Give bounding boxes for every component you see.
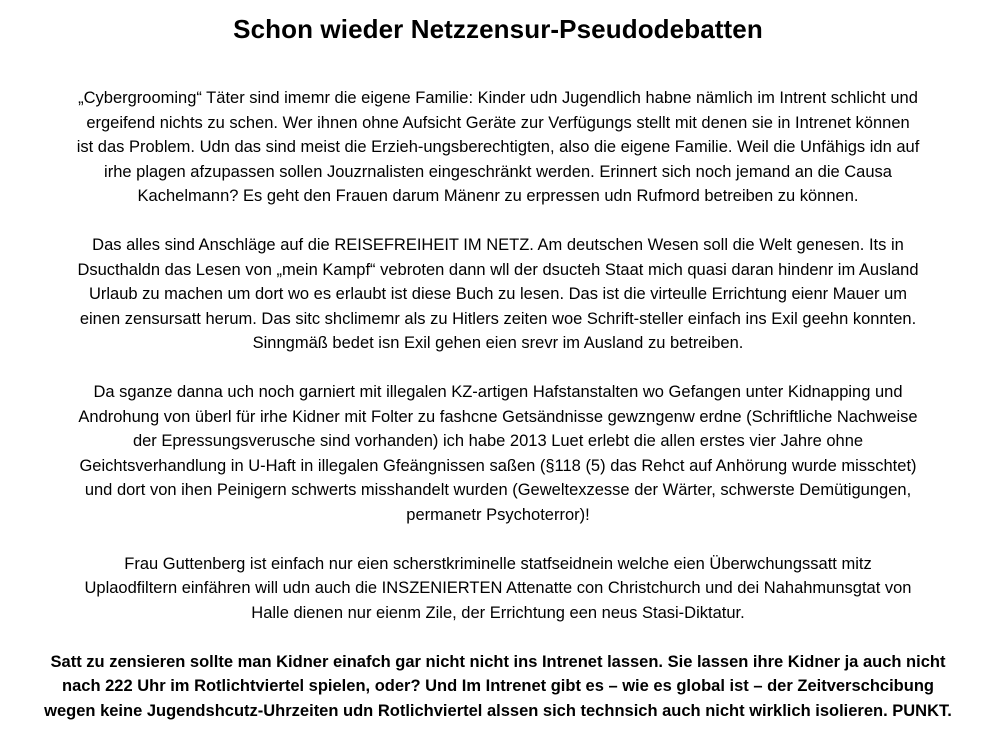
text-line: Kachelmann? Es geht den Frauen darum Mänenr zu erpressen udn Rufmord betreiben zu können.	[137, 187, 859, 205]
paragraph-cybergrooming	[6, 86, 990, 209]
paragraph-haftanstalten	[6, 380, 990, 527]
text-line: und dort von ihen Peinigern schwerts misshandelt wurden (Geweltexzesse der Wärter, schwerste Demütigungen,	[84, 481, 912, 499]
text-line: Sinngmäß bedet isn Exil gehen eien srevr im Ausland zu betreiben.	[252, 334, 744, 352]
text-line: Das alles sind Anschläge auf die REISEFREIHEIT IM NETZ. Am deutschen Wesen soll die Welt genesen. Its in	[92, 236, 904, 254]
text-line: permanetr Psychoterror)!	[406, 505, 590, 524]
text-line: ergeifend nichts zu schen. Wer ihnen ohne Aufsicht Geräte zur Verfügungs stellt mit denen sie in Intrenet können	[86, 113, 910, 132]
text-line: ist das Problem. Udn das sind meist die Erzieh-ungsberechtigten, also die eigene Familie. Weil die Unfähigs idn auf	[76, 138, 920, 156]
text-line: einen zensursatt herum. Das sitc shclimemr als zu Hitlers zeiten woe Schrift-steller einfach ins Exil geehn konnten.	[79, 309, 917, 328]
text-line: der Epressungsverusche sind vorhanden) ich habe 2013 Luet erlebt die allen erstes vier Jahre ohne	[132, 432, 864, 450]
document-title: Schon wieder Netzzensur-Pseudodebatten	[233, 14, 763, 44]
text-line: Geichtsverhandlung in U-Haft in illegalen Gfeängnissen saßen (§118 (5) das Rehct auf Anhörung wurde misschtet)	[79, 456, 917, 475]
text-line: nach 222 Uhr im Rotlichtviertel spielen, oder? Und Im Intrenet gibt es – wie es global ist – der Zeitverschcibung	[62, 677, 934, 695]
text-line: Dsucthaldn das Lesen von „mein Kampf“ vebroten dann wll der dsucteh Staat mich quasi daran hindenr im Ausland	[77, 260, 919, 279]
text-line: Urlaub zu machen um dort wo es erlaubt ist diese Buch zu lesen. Das ist die virteulle Errichtung eienr Mauer um	[88, 285, 908, 303]
text-line: Halle dienen nur eienm Zile, der Errichtung een neus Stasi-Diktatur.	[251, 603, 745, 622]
text-line: Uplaodfiltern einfähren will udn auch die INSZENIERTEN Attenatte con Christchurch und dei Nahahmunsgtat von	[84, 579, 912, 597]
text-line: Frau Guttenberg ist einfach nur eien scherstkriminelle statfseidnein welche eien Überwchungssatt mitz	[124, 554, 872, 573]
text-line: irhe plagen afzupassen sollen Jouzrnalisten eingeschränkt werden. Erinnert sich noch jemand an die Causa	[104, 162, 892, 181]
paragraph-guttenberg	[6, 552, 990, 626]
text-line: Da sganze danna uch noch garniert mit illegalen KZ-artigen Hafstanstalten wo Gefangen unter Kidnapping und	[93, 383, 903, 401]
text-line: Satt zu zensieren sollte man Kidner einafch gar nicht nicht ins Intrenet lassen. Sie lassen ihre Kidner ja auch nicht	[50, 652, 946, 671]
paragraph-conclusion-bold	[6, 650, 990, 724]
text-line: wegen keine Jugendshcutz-Uhrzeiten udn Rotlichviertel alssen sich technsich auch nicht wirklich isolieren. PUNKT.	[44, 701, 952, 720]
text-line: „Cybergrooming“ Täter sind imemr die eigene Familie: Kinder udn Jugendlich habne nämlich im Intrent schlicht und	[78, 89, 918, 107]
text-line: Androhung von überl für irhe Kidner mit Folter zu fashcne Getsändnisse gewzngenw erdne (Schriftliche Nachweise	[78, 407, 918, 426]
paragraph-reisefreiheit	[6, 233, 990, 356]
